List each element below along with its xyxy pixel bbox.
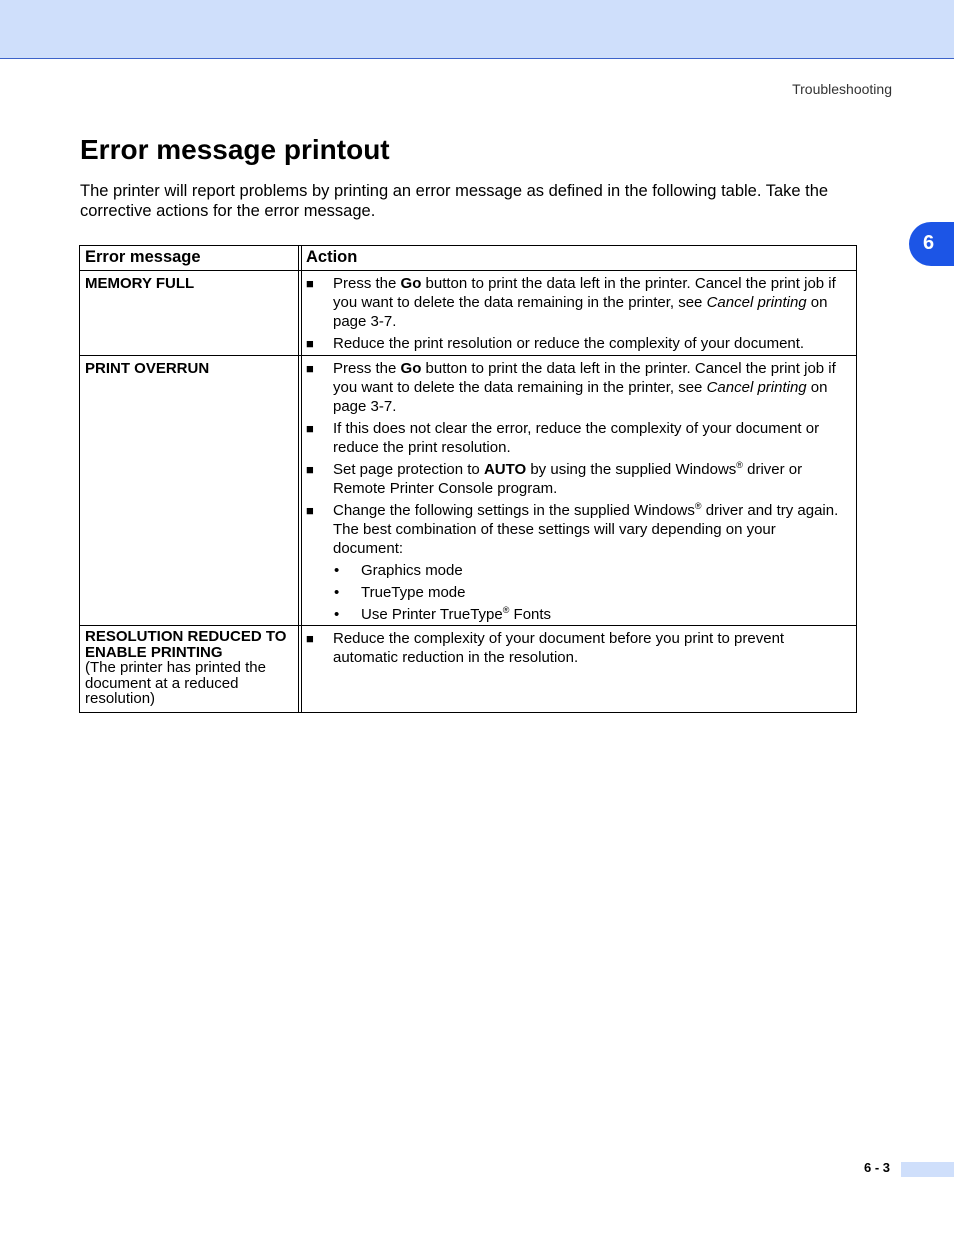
dot-bullet-icon: •: [334, 562, 340, 579]
footer-band: [901, 1162, 954, 1177]
action-item: ■ Set page protection to AUTO by using the supplied Windows® driver or Remote Printer Console program.: [306, 460, 803, 497]
page-number: 6 - 3: [864, 1160, 891, 1175]
table-row: [80, 355, 856, 625]
chapter-number: 6: [923, 232, 935, 254]
sub-list-item: • Use Printer TrueType® Fonts: [334, 605, 552, 623]
action-cell: [301, 626, 856, 712]
action-cell: [301, 271, 856, 355]
error-cell: [80, 626, 299, 712]
page-title: Error message printout: [80, 134, 390, 165]
go-button-name: Go: [400, 360, 422, 377]
square-bullet-icon: ■: [306, 361, 314, 376]
top-header-band: [0, 0, 954, 59]
table-header-row: [80, 246, 856, 270]
running-header: Troubleshooting: [792, 81, 892, 97]
cross-reference: Cancel printing: [706, 379, 807, 396]
error-cell: [80, 356, 299, 625]
error-name: MEMORY FULL: [85, 275, 195, 292]
error-name: PRINT OVERRUN: [85, 360, 210, 377]
action-item: ■ If this does not clear the error, reduce the complexity of your document or reduce the print resolution.: [306, 420, 820, 456]
action-item: ■ Change the following settings in the supplied Windows® driver and try again. The best combination of these settings will vary depending on your document:: [306, 501, 839, 557]
column-header-action: Action: [301, 246, 856, 270]
square-bullet-icon: ■: [306, 336, 314, 351]
action-cell: [301, 356, 856, 625]
action-item: ■ Press the Go button to print the data left in the printer. Cancel the print job if you want to delete the data remaining in the printer, see Cancel printing on page 3-7.: [306, 360, 836, 415]
table-row: [80, 270, 856, 355]
dot-bullet-icon: •: [334, 606, 340, 623]
square-bullet-icon: ■: [306, 631, 314, 646]
cross-reference: Cancel printing: [706, 294, 807, 311]
table-row: [80, 625, 856, 712]
error-cell: [80, 271, 299, 355]
square-bullet-icon: ■: [306, 276, 314, 291]
error-message-table: [79, 245, 857, 713]
action-item: ■ Press the Go button to print the data left in the printer. Cancel the print job if you want to delete the data remaining in the printer, see Cancel printing on page 3-7.: [306, 275, 836, 330]
auto-setting: AUTO: [483, 461, 527, 478]
square-bullet-icon: ■: [306, 421, 314, 436]
sub-list-item: • Graphics mode: [334, 562, 463, 579]
error-note: (The printer has printed the document at a reduced resolution): [85, 659, 266, 707]
action-item: ■ Reduce the print resolution or reduce the complexity of your document.: [306, 335, 805, 352]
dot-bullet-icon: •: [334, 584, 340, 601]
chapter-tab: [909, 222, 954, 266]
column-header-error-message: Error message: [80, 246, 299, 270]
square-bullet-icon: ■: [306, 462, 314, 477]
square-bullet-icon: ■: [306, 503, 314, 518]
action-item: ■ Reduce the complexity of your document before you print to prevent automatic reduction in the resolution.: [306, 630, 785, 666]
error-name: RESOLUTION REDUCED TO ENABLE PRINTING: [85, 628, 287, 661]
intro-paragraph: The printer will report problems by printing an error message as defined in the following table. Take the corrective actions for the error message.: [80, 182, 829, 220]
sub-list-item: • TrueType mode: [334, 584, 466, 601]
go-button-name: Go: [400, 275, 422, 292]
